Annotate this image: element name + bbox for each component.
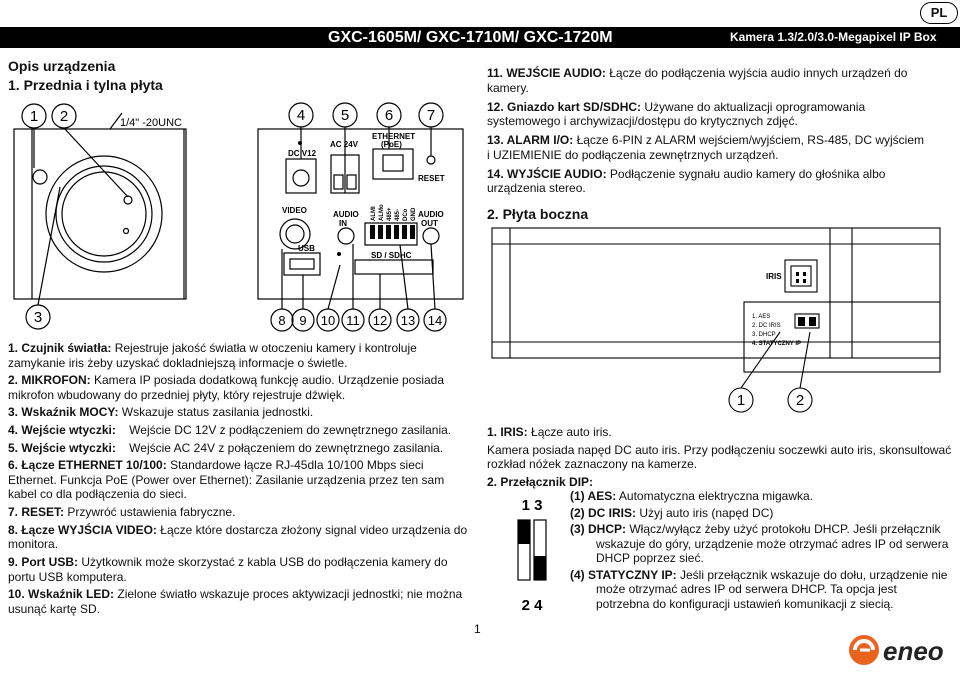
callout-5: 5 (340, 107, 350, 124)
list-item: 4. Wejście wtyczki: Wejście DC 12V z podłączeniem do zewnętrznego zasilania. (8, 423, 452, 438)
dip-legend-item: 4. STATYCZNY IP (752, 341, 802, 347)
list-item: 10. Wskaźnik LED: Zielone światło wskazuje proces aktywizacji jednostki; nie można usunąć kartę SD. (8, 587, 463, 616)
connector-list-continued (487, 66, 927, 200)
alarm-pin-label: 485+ (387, 207, 393, 221)
eneo-logo (846, 628, 954, 672)
alarm-pin-label: DCo (403, 208, 409, 221)
list-item: 11. WEJŚCIE AUDIO: Łącze do podłączenia wyjścia audio innych urządzeń do kamery. (487, 66, 908, 95)
dip-bottom-label: 2 4 (521, 597, 543, 614)
callout-8: 8 (278, 313, 286, 328)
list-item: 5. Wejście wtyczki: Wejście AC 24V z połączeniem do zewnętrznego zasilania. (8, 440, 444, 455)
dip-legend-item: 2. DC IRIS (752, 323, 781, 329)
list-item: 2. MIKROFON: Kamera IP posiada dodatkową funkcję audio. Urządzenie posiada mikrofon wbudowany do przedniej płyty, który rejestruje dźwięk. (8, 373, 445, 402)
eneo-logo-icon (849, 635, 879, 665)
list-item: 1. IRIS: Łącze auto iris. (487, 425, 612, 439)
reset-label: RESET (418, 174, 445, 183)
dip-legend-item: 1. AES (752, 314, 771, 320)
list-item: 7. RESET: Przywróć ustawienia fabryczne. (8, 505, 236, 520)
sd-label: SD / SDHC (371, 251, 412, 260)
list-item: 8. Łącze WYJŚCIA VIDEO: Łącze które dostarcza złożony signal video urządzenia do monitora. (8, 522, 468, 552)
list-item: (2) DC IRIS: Użyj auto iris (napęd DC) (570, 505, 774, 520)
callout-9: 9 (299, 313, 307, 328)
usb-label: USB (298, 244, 315, 253)
video-label: VIDEO (282, 206, 307, 215)
alarm-pin-label: GND (411, 207, 417, 221)
callout-2: 2 (59, 108, 69, 125)
dip-top-label: 1 3 (521, 497, 543, 514)
list-item: (4) STATYCZNY IP: Jeśli przełącznik wskazuje do dołu, urządzenie nie może otrzymać adres IP od serwera DHCP. Ta opcja jest potrzebna do konfiguracji ustawień komunikacji z siecią. (570, 567, 948, 611)
side-callout-2: 2 (795, 392, 805, 409)
callout-1: 1 (29, 108, 39, 125)
dip-legend-item: 3. DHCP (752, 332, 776, 338)
section-title: Opis urządzenia (8, 58, 116, 74)
side-panel-title: 2. Płyta boczna (487, 206, 589, 222)
list-item: 1. Czujnik światła: Rejestruje jakość światła w otoczeniu kamery i kontroluje zamykanie iris żeby uzyskać dokladniejszą informacje o świetle. (8, 341, 417, 370)
alarm-pin-label: ALMo (379, 204, 385, 221)
list-item: 6. Łącze ETHERNET 10/100: Standardowe łącze RJ-45dla 10/100 Mbps sieci Ethernet. Funkcja PoE (Power over Ethernet): Zasilanie urządzenia przez ten sam kabel co dla podłączenia do sieci. (8, 458, 445, 502)
iris-label: IRIS (766, 272, 782, 281)
side-callout-1: 1 (736, 392, 746, 409)
list-item: (3) DHCP: Włącz/wyłącz żeby użyć protokołu DHCP. Jeśli przełącznik wskazuje do góry, urządzenie może otrzymać adres IP od serwera DHCP poprzez sieć. (570, 522, 949, 565)
list-item: Kamera posiada napęd DC auto iris. Przy podłączeniu soczewki auto iris, skonsultować rozkład nóżek zaznaczony na kamerze. (487, 442, 952, 471)
audio-in-label: AUDIO (333, 210, 359, 219)
callout-13: 13 (400, 313, 416, 328)
side-panel-description (487, 425, 957, 492)
page-number: 1 (474, 622, 481, 636)
subsection-title: 1. Przednia i tylna płyta (8, 77, 163, 93)
callout-14: 14 (427, 313, 443, 328)
list-item: 12. Gniazdo kart SD/SDHC: Używane do aktualizacji oprogramowania systemowego i archywizacji/dostępu do krytycznych zdjęć. (487, 99, 866, 128)
list-item: 14. WYJŚCIE AUDIO: Podłączenie sygnału audio kamery do głośnika albo urządzenia stereo. (487, 166, 886, 195)
dc-label: DC V12 (288, 149, 317, 158)
list-item: 3. Wskaźnik MOCY: Wskazuje status zasilania jednostki. (8, 405, 314, 420)
callout-7: 7 (426, 107, 436, 124)
audio-in-label-2: IN (339, 219, 347, 228)
list-item: 9. Port USB: Użytkownik może skorzystać z kabla USB do podłączenia kamery do portu USB komputera. (8, 555, 448, 584)
callout-11: 11 (346, 313, 360, 328)
connector-list (8, 341, 468, 619)
callout-4: 4 (296, 107, 306, 124)
callout-6: 6 (384, 107, 394, 124)
model-title: GXC-1605M/ GXC-1710M/ GXC-1720M (328, 29, 613, 46)
callout-10: 10 (320, 313, 336, 328)
alarm-pin-label: ALMI (371, 206, 377, 221)
audio-out-label-2: OUT (421, 219, 438, 228)
callout-12: 12 (372, 313, 388, 328)
side-panel-diagram (480, 222, 960, 444)
list-item: (1) AES: Automatyczna elektryczna migawka. (570, 489, 813, 503)
poe-label: (PoE) (381, 140, 402, 149)
list-item: 13. ALARM I/O: Łącze 6-PIN z ALARM wejściem/wyjściem, RS-485, DC wyjściem i UZIEMIENIE do podłączenia zewnętrznych urządzeń. (487, 133, 924, 162)
thread-label: 1/4" -20UNC (120, 117, 182, 129)
front-rear-panel-diagram (0, 95, 470, 335)
ethernet-label: ETHERNET (372, 132, 416, 141)
list-item: 2. Przełącznik DIP: (487, 474, 594, 489)
alarm-pin-label: 485- (395, 208, 401, 221)
audio-out-label: AUDIO (418, 210, 444, 219)
dip-switch-list (570, 489, 950, 613)
logo-text: eneo (883, 636, 944, 666)
language-badge: PL (920, 2, 958, 24)
header-subtitle: Kamera 1.3/2.0/3.0-Megapixel IP Box (730, 30, 937, 44)
dip-switch-diagram (506, 492, 558, 616)
callout-3: 3 (33, 309, 43, 326)
ac-label: AC 24V (330, 140, 359, 149)
